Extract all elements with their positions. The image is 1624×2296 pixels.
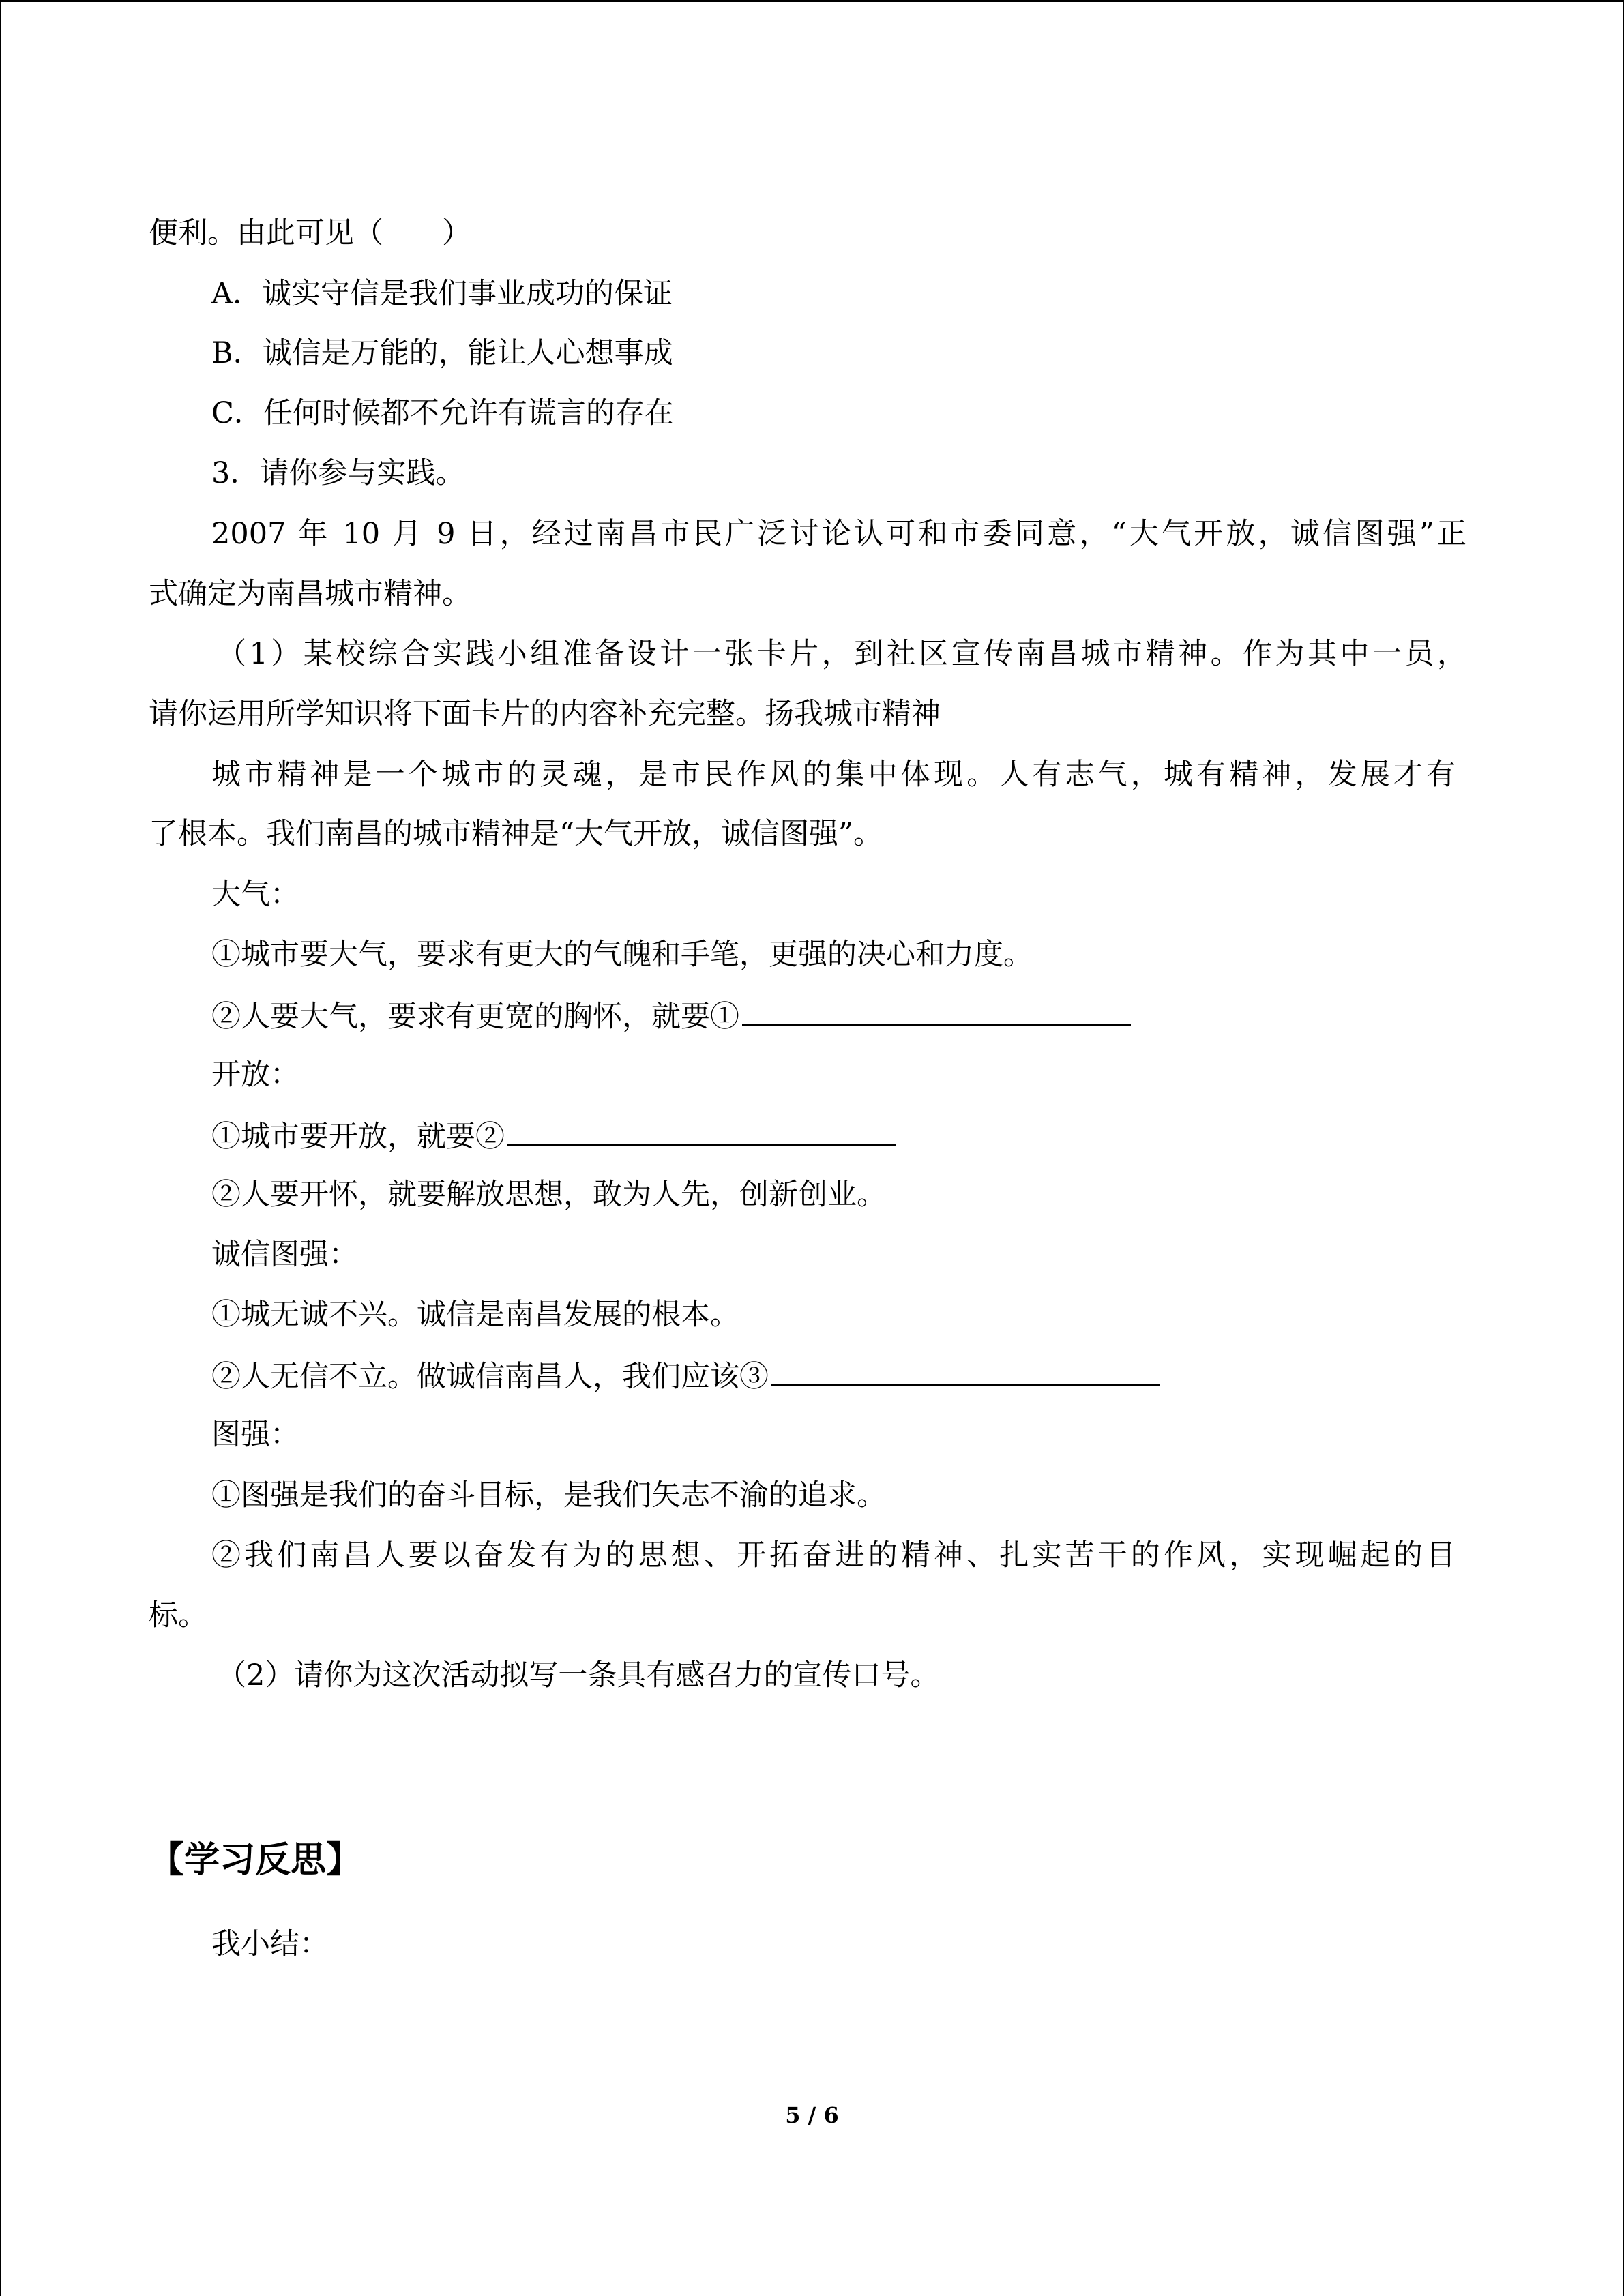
tuqiang-item-1: ①图强是我们的奋斗目标，是我们矢志不渝的追求。	[211, 1478, 886, 1512]
part-2-prompt: （2）请你为这次活动拟写一条具有感召力的宣传口号。	[217, 1658, 940, 1693]
daqi-item-2	[211, 994, 1131, 1037]
chengxin-item-1: ①城无诚不兴。诚信是南昌发展的根本。	[211, 1298, 739, 1332]
tuqiang-label: 图强：	[211, 1418, 299, 1452]
answer-blank-3[interactable]	[771, 1354, 1160, 1386]
answer-blank-2[interactable]	[507, 1114, 896, 1146]
option-c: C．任何时候都不允许有谎言的存在	[211, 396, 674, 430]
kaifang-item-1-text: ①城市要开放，就要②	[211, 1120, 505, 1154]
chengxin-item-2	[211, 1354, 1160, 1397]
tuqiang-item-2-line1: ②我们南昌人要以奋发有为的思想、开拓奋进的精神、扎实苦干的作风，实现崛起的目	[211, 1538, 1456, 1572]
chengxin-item-2-text: ②人无信不立。做诚信南昌人，我们应该③	[211, 1360, 769, 1394]
question-3-intro-line1: 2007 年 10 月 9 日，经过南昌市民广泛讨论认可和市委同意，“大气开放，诚信图强”正	[211, 517, 1466, 551]
question-3-title: 3．请你参与实践。	[211, 456, 465, 490]
reflection-heading: 【学习反思】	[149, 1839, 362, 1881]
card-paragraph-line2: 了根本。我们南昌的城市精神是“大气开放，诚信图强”。	[149, 817, 883, 851]
summary-label: 我小结：	[211, 1927, 329, 1961]
card-paragraph-line1: 城市精神是一个城市的灵魂，是市民作风的集中体现。人有志气，城有精神，发展才有	[211, 758, 1456, 792]
part-1-line2: 请你运用所学知识将下面卡片的内容补充完整。扬我城市精神	[149, 697, 941, 731]
kaifang-item-1	[211, 1114, 896, 1157]
daqi-item-1: ①城市要大气，要求有更大的气魄和手笔，更强的决心和力度。	[211, 938, 1033, 972]
kaifang-label: 开放：	[211, 1058, 299, 1092]
chengxin-label: 诚信图强：	[211, 1238, 358, 1272]
answer-blank-1[interactable]	[742, 994, 1131, 1026]
kaifang-item-2: ②人要开怀，就要解放思想，敢为人先，创新创业。	[211, 1178, 886, 1212]
part-1-line1: （1）某校综合实践小组准备设计一张卡片，到社区宣传南昌城市精神。作为其中一员，	[217, 637, 1466, 671]
option-a: A．诚实守信是我们事业成功的保证	[211, 277, 673, 311]
option-b: B．诚信是万能的，能让人心想事成	[211, 336, 673, 370]
page-number: 5 / 6	[785, 2102, 839, 2128]
tuqiang-item-2-line2: 标。	[149, 1598, 207, 1632]
question-3-intro-line2: 式确定为南昌城市精神。	[149, 577, 471, 611]
daqi-item-2-text: ②人要大气，要求有更宽的胸怀，就要①	[211, 1000, 739, 1034]
question-stem-end: 便利。由此可见（ ）	[149, 216, 471, 250]
daqi-label: 大气：	[211, 878, 299, 912]
